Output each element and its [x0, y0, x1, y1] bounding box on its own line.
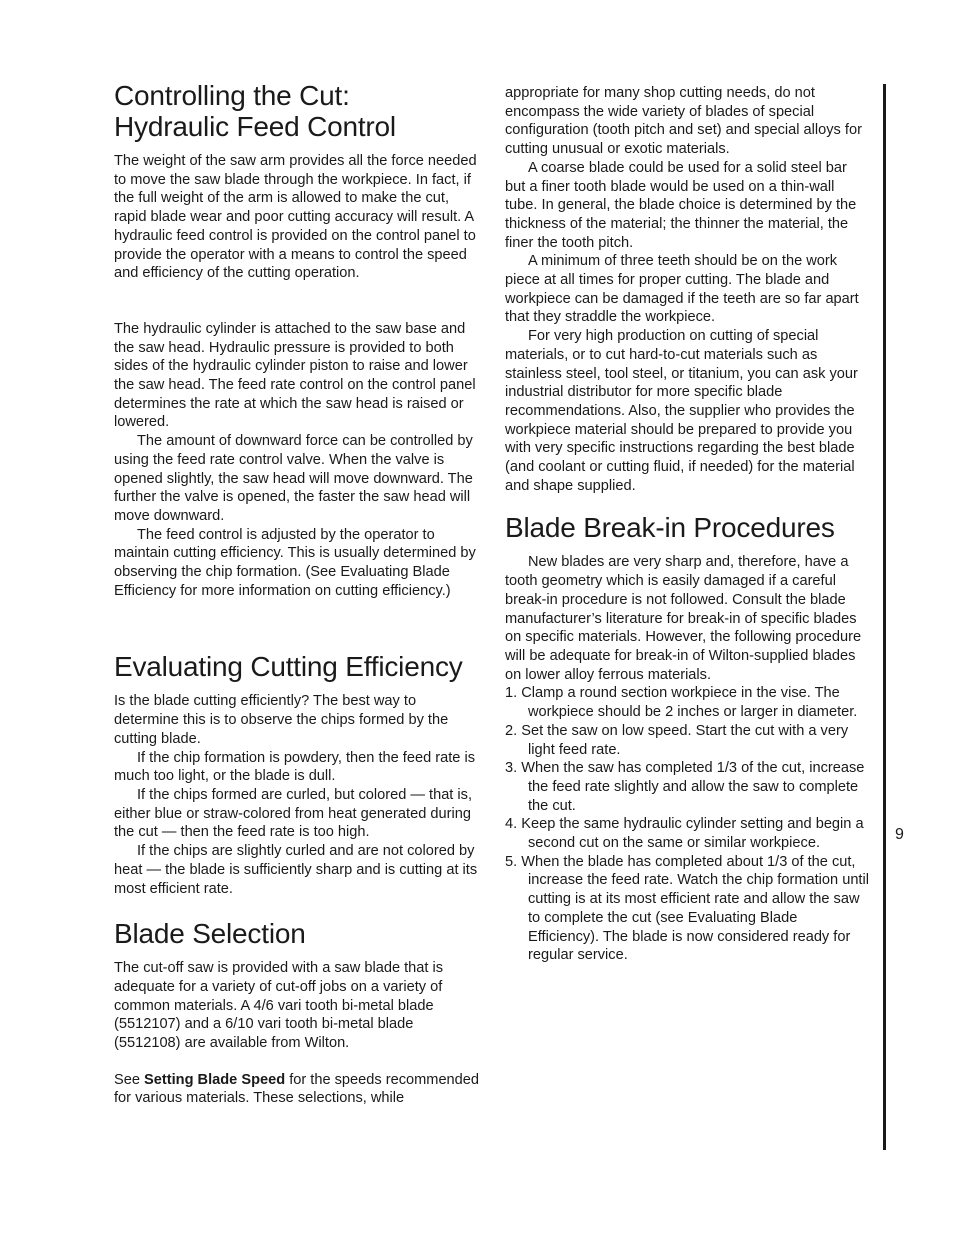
heading-line-2: Hydraulic Feed Control [114, 111, 396, 142]
heading-blade-selection: Blade Selection [114, 918, 306, 950]
text-run: See [114, 1071, 145, 1088]
list-item: 5. When the blade has completed about 1/3 of the cut, increase the feed rate. Watch the chip formation until cutting is at its most efficient rate and allow the saw to complete the cut (see Evaluating Blade Efficiency). The blade is now considered ready for regular service. [505, 853, 869, 964]
page-number: 9 [895, 826, 904, 843]
paragraph: The hydraulic cylinder is attached to the saw base and the saw head. Hydraulic pressure is provided to both sides of the hydraulic cylinder piston to raise and lower the saw head. The feed rate control on the control panel determines the rate at which the saw head is raised or lowered. [114, 320, 476, 431]
list-item: 2. Set the saw on low speed. Start the cut with a very light feed rate. [505, 722, 849, 758]
section-blade-selection [114, 918, 482, 1108]
break-in-steps-list [505, 684, 870, 965]
paragraph: The feed control is adjusted by the operator to maintain cutting efficiency. This is usually determined by observing the chip formation. (See Evaluating Blade Efficiency for more information on cutting efficiency.) [114, 526, 476, 599]
right-column [505, 84, 870, 965]
paragraph: A minimum of three teeth should be on the work piece at all times for proper cutting. The blade and workpiece can be damaged if the teeth are so far apart that they straddle the workpiece. [505, 253, 859, 326]
list-item: 1. Clamp a round section workpiece in the vise. The workpiece should be 2 inches or larger in diameter. [505, 685, 858, 721]
paragraph: If the chip formation is powdery, then the feed rate is much too light, or the blade is dull. [114, 749, 476, 785]
paragraph [114, 1071, 482, 1108]
section-blade-break-in [505, 512, 870, 964]
list-item: 4. Keep the same hydraulic cylinder setting and begin a second cut on the same or similar workpiece. [505, 816, 864, 852]
left-column [114, 80, 482, 1108]
paragraph: For very high production on cutting of special materials, or to cut hard-to-cut materials such as stainless steel, tool steel, or titanium, you can ask your industrial distributor for more specific blade recommendations. Also, the supplier who provides the workpiece material should be prepared to provide you with very specific instructions regarding the best blade (and coolant or cutting fluid, if needed) for the material and shape supplied. [505, 328, 858, 494]
section-hydraulic-feed-control [114, 80, 482, 600]
paragraph: A coarse blade could be used for a solid steel bar but a finer tooth blade would be used on a thin-wall tube. In general, the blade choice is determined by the thickness of the material; the thinner the material, the finer the tooth pitch. [505, 159, 857, 251]
paragraph: The amount of downward force can be controlled by using the feed rate control valve. When the valve is opened slightly, the saw head will move downward. The further the valve is opened, the faster the saw head will move downward. [114, 433, 473, 524]
section-evaluating-efficiency [114, 651, 482, 898]
paragraph: Is the blade cutting efficiently? The best way to determine this is to observe the chips formed by the cutting blade. [114, 693, 449, 747]
list-item: 3. When the saw has completed 1/3 of the cut, increase the feed rate slightly and allow the saw to complete the cut. [505, 760, 865, 814]
heading-blade-break-in: Blade Break-in Procedures [505, 512, 835, 544]
paragraph: The weight of the saw arm provides all the force needed to move the saw blade through the workpiece. In fact, if the full weight of the arm is allowed to make the cut, rapid blade wear and poor cutting accuracy will result. A hydraulic feed control is provided on the control panel to provide the operator with a means to control the speed and efficiency of the cutting operation. [114, 153, 477, 282]
paragraph: If the chips are slightly curled and are not colored by heat — the blade is sufficiently sharp and is cutting at its most efficient rate. [114, 843, 478, 897]
bold-reference: Setting Blade Speed [144, 1071, 286, 1088]
margin-vertical-rule [883, 84, 886, 1150]
paragraph: If the chips formed are curled, but colored — that is, either blue or straw-colored from heat generated during the cut — then the feed rate is too high. [114, 786, 473, 841]
heading-hydraulic-feed-control [114, 80, 482, 142]
section-blade-selection-continued [505, 84, 870, 495]
paragraph: appropriate for many shop cutting needs, do not encompass the wide variety of blades of special configuration (tooth pitch and set) and special alloys for cutting unusual or exotic materials. [505, 85, 862, 158]
heading-line-1: Controlling the Cut: [114, 80, 350, 111]
paragraph: The cut-off saw is provided with a saw blade that is adequate for a variety of cut-off jobs on a variety of common materials. A 4/6 vari tooth bi-metal blade (5512107) and a 6/10 vari tooth bi-metal blade (5512108) are available from Wilton. [114, 960, 444, 1052]
paragraph: New blades are very sharp and, therefore, have a tooth geometry which is easily damaged if a careful break-in procedure is not followed. Consult the blade manufacturer’s literature for break-in of specific blades on specific materials. However, the following procedure will be adequate for break-in of Wilton-supplied blades on lower alloy ferrous materials. [505, 554, 862, 683]
heading-evaluating-efficiency: Evaluating Cutting Efficiency [114, 651, 463, 683]
text-run: for the speeds recommended for various materials. These selections, while [114, 1071, 480, 1107]
